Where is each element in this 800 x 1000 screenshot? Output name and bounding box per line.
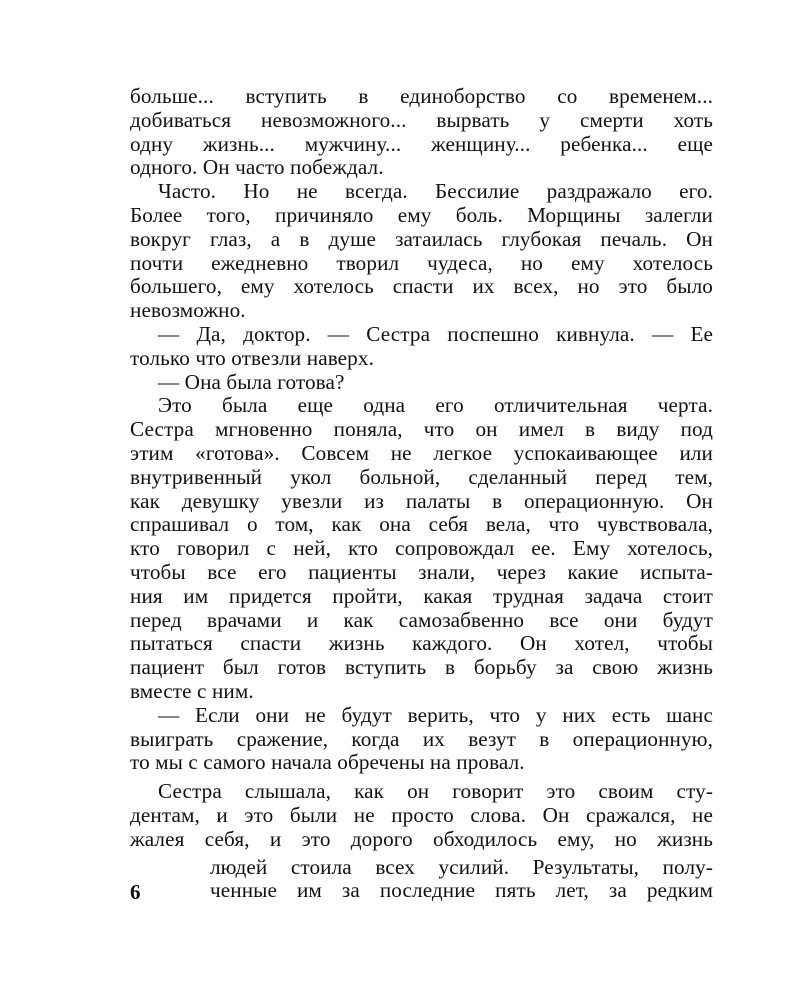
text-line: почти ежедневно творил чудеса, но ему хотелось <box>130 250 713 275</box>
text-line: — Да, доктор. — Сестра поспешно кивнула. — Ее <box>158 321 713 346</box>
text-line: пытаться спасти жизнь каждого. Он хотел, чтобы <box>130 631 713 656</box>
text-line: Часто. Но не всегда. Бессилие раздражало его. <box>158 179 713 204</box>
text-line: ния им придется пройти, какая трудная задача стоит <box>130 583 713 608</box>
text-line: больше... вступить в единоборство со временем... <box>130 84 713 108</box>
text-line: кто говорил с ней, кто сопровождал ее. Ему хотелось, <box>130 536 713 561</box>
text-line: вокруг глаз, а в душе затаилась глубокая печаль. Он <box>130 226 713 251</box>
text-line: людей стоила всех усилий. Результаты, полу- <box>210 854 713 879</box>
text-line: выиграть сражение, когда их везут в операционную, <box>130 726 713 751</box>
text-line: добиваться невозможного... вырвать у смерти хоть <box>130 107 713 132</box>
text-line: внутривенный укол больной, сделанный перед тем, <box>130 464 713 489</box>
text-line: перед врачами и как самозабвенно все они будут <box>130 607 713 632</box>
book-page-text <box>130 85 713 903</box>
text-line: вместе с ним. <box>130 678 254 703</box>
text-line: одну жизнь... мужчину... женщину... ребенка... еще <box>130 131 713 156</box>
text-line: Сестра мгновенно поняла, что он имел в виду под <box>130 417 713 442</box>
text-line: жалея себя, и это дорого обходилось ему, но жизнь <box>130 826 713 851</box>
text-line: как девушку увезли из палаты в операционную. Он <box>130 488 713 513</box>
text-line: то мы с самого начала обречены на провал. <box>130 750 525 775</box>
text-line: — Если они не будут верить, что у них есть шанс <box>158 702 713 727</box>
text-line: Это была еще одна его отличительная черта. <box>158 393 713 418</box>
page-number: 6 <box>130 880 141 904</box>
text-line: — Она была готова? <box>158 369 345 394</box>
text-line: дентам, и это были не просто слова. Он сражался, не <box>130 802 713 827</box>
text-line: Сестра слышала, как он говорит это своим сту- <box>158 779 713 804</box>
text-line: спрашивал о том, как она себя вела, что чувствовала, <box>130 512 713 537</box>
text-line: большего, ему хотелось спасти их всех, но это было <box>130 274 713 299</box>
text-line: одного. Он часто побеждал. <box>130 155 384 180</box>
text-line: ченные им за последние пять лет, за редким <box>210 878 713 903</box>
text-line: этим «готова». Совсем не легкое успокаивающее или <box>130 440 713 465</box>
text-line: чтобы все его пациенты знали, через какие испыта- <box>130 559 713 584</box>
text-line: пациент был готов вступить в борьбу за свою жизнь <box>130 655 713 680</box>
text-line: Более того, причиняло ему боль. Морщины залегли <box>130 202 713 227</box>
text-line: невозможно. <box>130 298 246 323</box>
text-line: только что отвезли наверх. <box>130 345 374 370</box>
